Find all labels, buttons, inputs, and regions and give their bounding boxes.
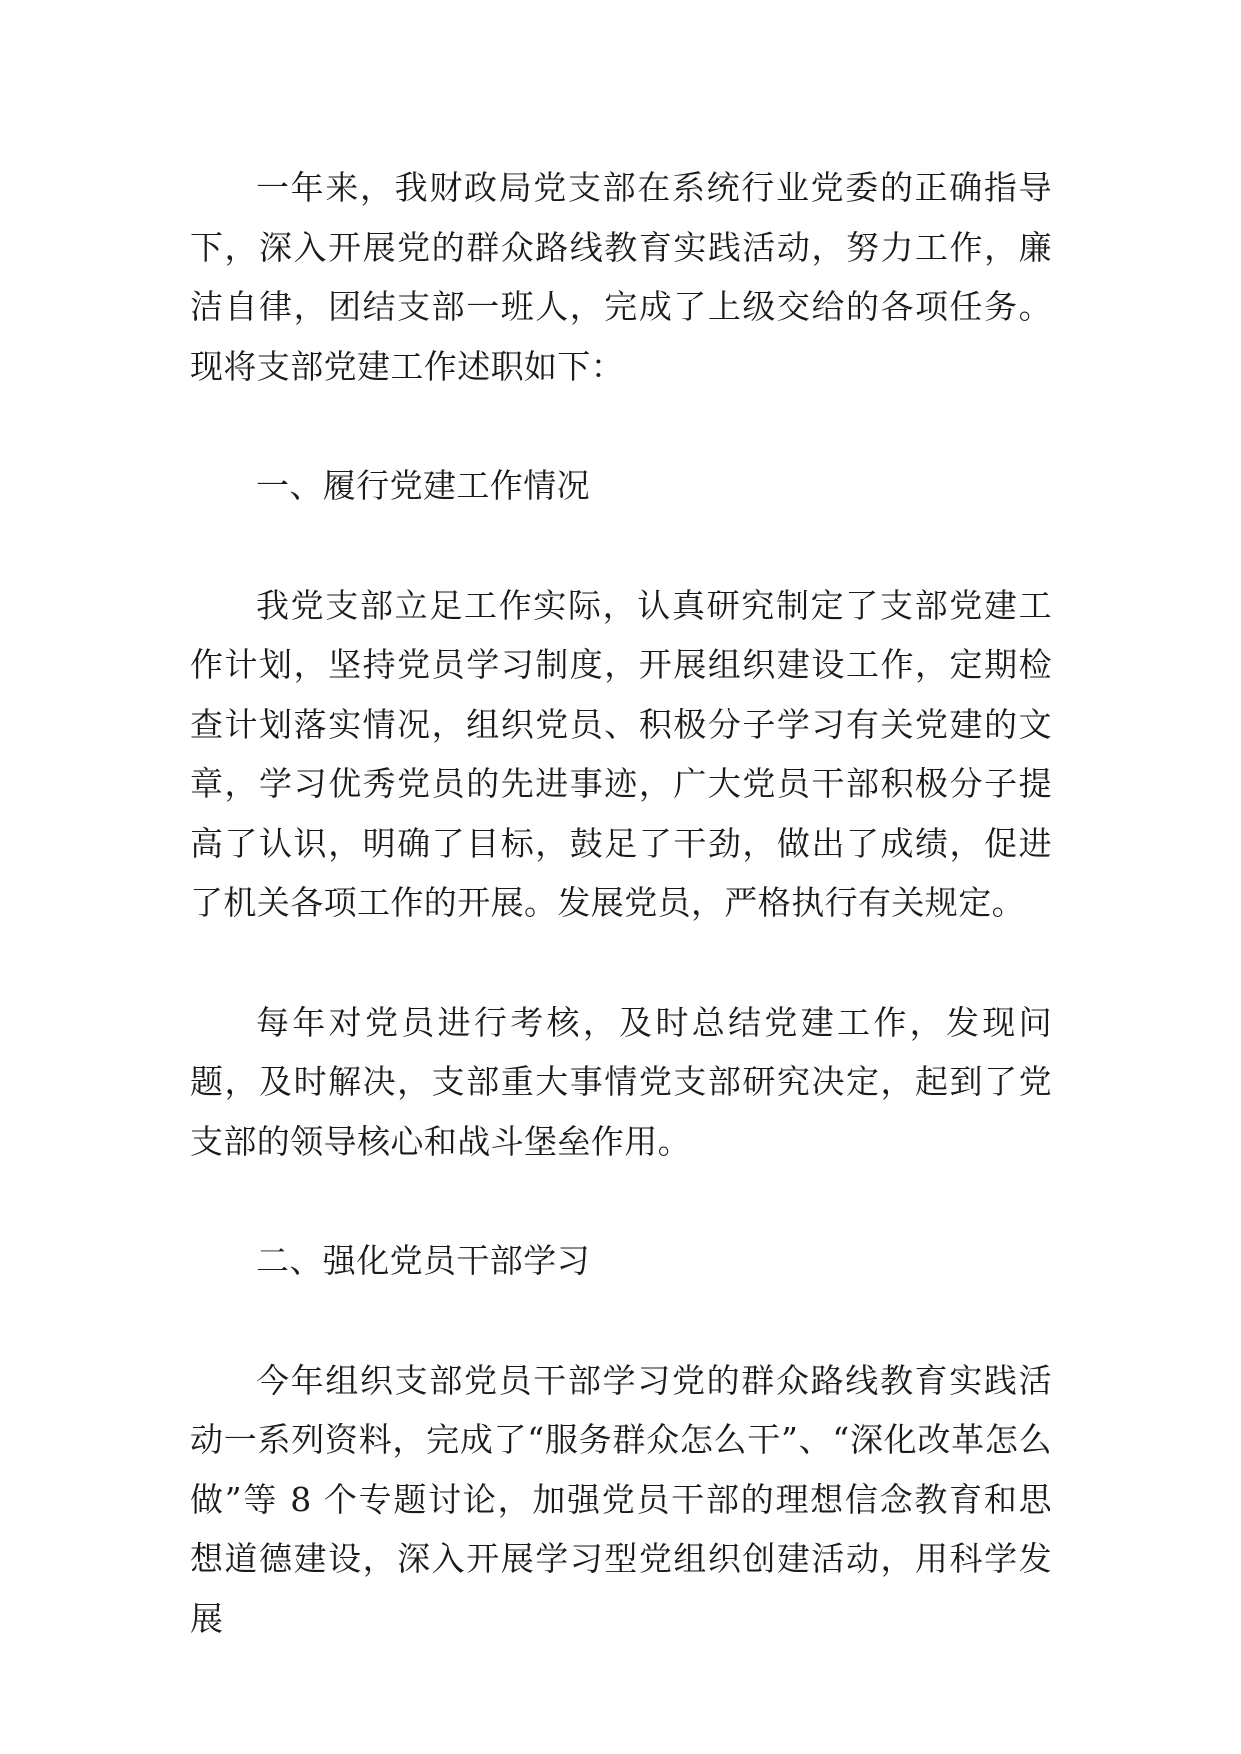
body-paragraph: 每年对党员进行考核，及时总结党建工作，发现问题，及时解决，支部重大事情党支部研究决定，起到了党支部的领导核心和战斗堡垒作用。 (190, 1002, 1052, 1161)
section-heading-2: 二、强化党员干部学习 (256, 1241, 590, 1280)
body-paragraph: 今年组织支部党员干部学习党的群众路线教育实践活动一系列资料，完成了“服务群众怎么干”、“深化改革怎么做”等 8 个专题讨论，加强党员干部的理想信念教育和思想道德建设，深入开展学习型党组织创建活动，用科学发展 (190, 1360, 1052, 1638)
document-body (190, 158, 1052, 1708)
intro-paragraph: 一年来，我财政局党支部在系统行业党委的正确指导下，深入开展党的群众路线教育实践活动，努力工作，廉洁自律，团结支部一班人，完成了上级交给的各项任务。现将支部党建工作述职如下： (190, 168, 1052, 386)
section-heading-1: 一、履行党建工作情况 (256, 466, 590, 505)
body-paragraph: 我党支部立足工作实际，认真研究制定了支部党建工作计划，坚持党员学习制度，开展组织建设工作，定期检查计划落实情况，组织党员、积极分子学习有关党建的文章，学习优秀党员的先进事迹，广大党员干部积极分子提高了认识，明确了目标，鼓足了干劲，做出了成绩，促进了机关各项工作的开展。发展党员，严格执行有关规定。 (190, 585, 1052, 922)
